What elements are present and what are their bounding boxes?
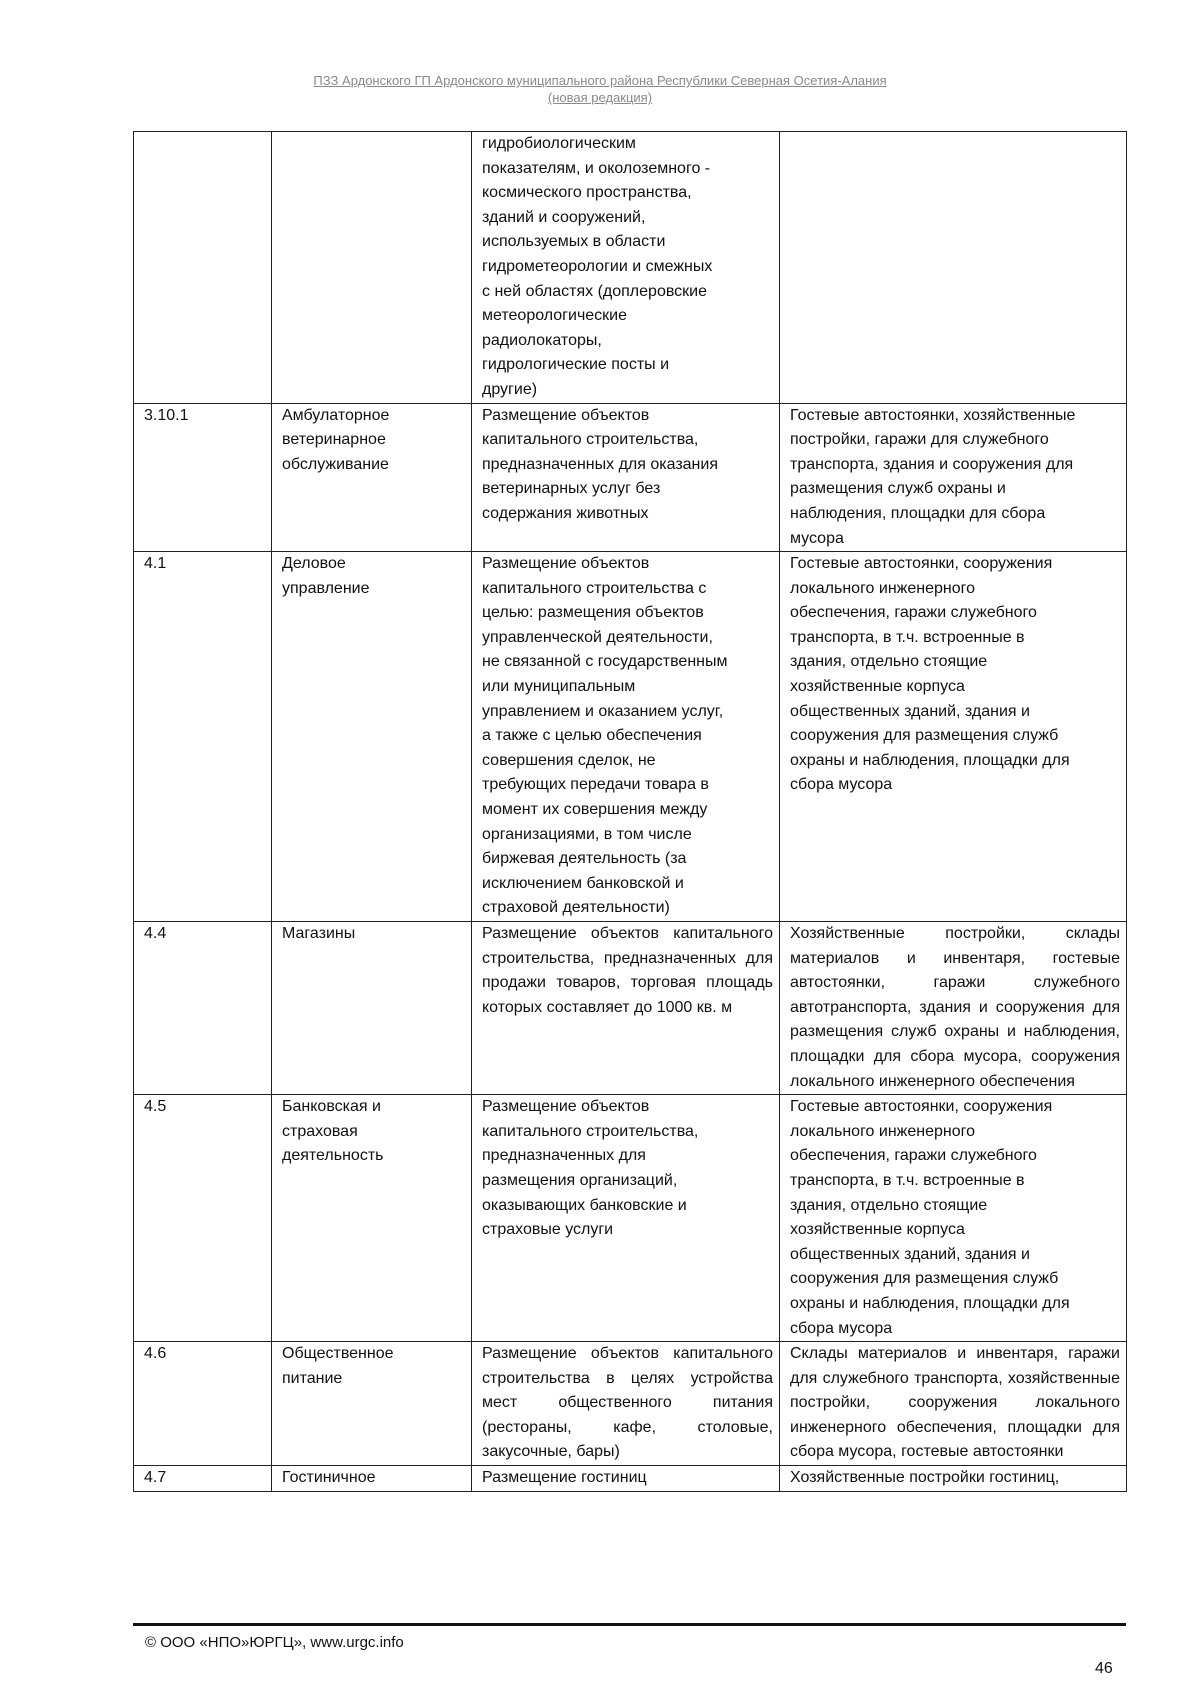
- cell-name: [272, 552, 472, 922]
- cell-name: [272, 1095, 472, 1342]
- table-row: [134, 552, 1127, 922]
- cell-auxiliary: [780, 922, 1127, 1095]
- cell-description: [472, 1466, 780, 1492]
- cell-auxiliary-text: Хозяйственные постройки гостиниц,: [790, 1469, 1060, 1487]
- cell-description-text: Размещение объектов капитального строительства, предназначенных для размещения организаций, оказывающих банковские и страховые услуги: [482, 1098, 699, 1239]
- cell-name: [272, 1466, 472, 1492]
- cell-auxiliary: [780, 1095, 1127, 1342]
- cell-name-text: Гостиничное: [282, 1469, 376, 1487]
- cell-description-text: Размещение объектов капитального строительства с целью: размещения объектов управленческой деятельности, не связанной с государственным или муниципальным управлением и оказанием услуг, а также с целью обеспечения совершения сделок, не требующих передачи товара в момент их совершения между организациями, в том числе биржевая деятельность (за исключением банковской и страховой деятельности): [482, 555, 728, 917]
- cell-description-text: Размещение гостиниц: [482, 1469, 647, 1487]
- cell-name: [272, 403, 472, 552]
- cell-auxiliary: [780, 1342, 1127, 1466]
- cell-code: [134, 922, 272, 1095]
- cell-code: [134, 1466, 272, 1492]
- cell-name: [272, 132, 472, 404]
- cell-name: [272, 1342, 472, 1466]
- page-number: 46: [1095, 1660, 1113, 1677]
- cell-auxiliary: [780, 1466, 1127, 1492]
- cell-name-text: Магазины: [282, 925, 356, 942]
- cell-name-text: Деловое управление: [282, 555, 370, 597]
- footer-copyright: © ООО «НПО»ЮРГЦ», www.urgc.info: [145, 1634, 404, 1651]
- cell-code-text: 4.1: [144, 555, 167, 573]
- cell-auxiliary: [780, 403, 1127, 552]
- cell-auxiliary-text: Хозяйственные постройки, склады материалов и инвентаря, гостевые автостоянки, гаражи служебного автотранспорта, здания и сооружения для размещения служб охраны и наблюдения, площадки для сбора мусора, сооружения локального инженерного обеспечения: [790, 925, 1120, 1090]
- cell-code-text: 4.4: [144, 925, 167, 942]
- cell-code-text: 4.5: [144, 1098, 167, 1116]
- cell-code: [134, 1342, 272, 1466]
- cell-code-text: 3.10.1: [144, 406, 189, 424]
- cell-description-text: гидробиологическим показателям, и околоземного - космического пространства, зданий и сооружений, используемых в области гидрометеорологии и смежных с ней областях (доплеровские метеорологические радиолокаторы, гидрологические посты и другие): [482, 135, 713, 398]
- table-row: [134, 1342, 1127, 1466]
- cell-description: [472, 1095, 780, 1342]
- cell-name-text: Банковская и страховая деятельность: [282, 1098, 384, 1165]
- cell-name-text: Общественное питание: [282, 1345, 394, 1387]
- cell-description-text: Размещение объектов капитального строительства, предназначенных для продажи товаров, торговая площадь которых составляет до 1000 кв. м: [482, 925, 773, 1016]
- table-row: [134, 922, 1127, 1095]
- cell-auxiliary-text: Склады материалов и инвентаря, гаражи для служебного транспорта, хозяйственные постройки, сооружения локального инженерного обеспечения, площадки для сбора мусора, гостевые автостоянки: [790, 1345, 1120, 1461]
- cell-name-text: Амбулаторное ветеринарное обслуживание: [282, 406, 390, 473]
- cell-description-text: Размещение объектов капитального строительства, предназначенных для оказания ветеринарных услуг без содержания животных: [482, 406, 718, 522]
- table-row: [134, 1095, 1127, 1342]
- cell-code: [134, 552, 272, 922]
- cell-description: [472, 552, 780, 922]
- cell-auxiliary: [780, 132, 1127, 404]
- cell-auxiliary-text: Гостевые автостоянки, сооружения локального инженерного обеспечения, гаражи служебного транспорта, в т.ч. встроенные в здания, отдельно стоящие хозяйственные корпуса общественных зданий, здания и сооружения для размещения служб охраны и наблюдения, площадки для сбора мусора: [790, 555, 1070, 794]
- cell-description: [472, 132, 780, 404]
- cell-code: [134, 132, 272, 404]
- table-row: [134, 403, 1127, 552]
- cell-description: [472, 1342, 780, 1466]
- cell-name: [272, 922, 472, 1095]
- cell-description: [472, 922, 780, 1095]
- cell-code: [134, 1095, 272, 1342]
- footer-divider: [133, 1623, 1126, 1626]
- cell-code-text: 4.7: [144, 1469, 167, 1487]
- land-use-table: [133, 131, 1127, 1492]
- cell-auxiliary: [780, 552, 1127, 922]
- cell-code: [134, 403, 272, 552]
- cell-description: [472, 403, 780, 552]
- page-header: [0, 72, 1200, 106]
- header-subtitle: (новая редакция): [547, 90, 653, 105]
- cell-code-text: 4.6: [144, 1345, 167, 1363]
- cell-description-text: Размещение объектов капитального строительства в целях устройства мест общественного питания (рестораны, кафе, столовые, закусочные, бары): [482, 1345, 773, 1461]
- table-row: [134, 1466, 1127, 1492]
- cell-auxiliary-text: Гостевые автостоянки, сооружения локального инженерного обеспечения, гаражи служебного транспорта, в т.ч. встроенные в здания, отдельно стоящие хозяйственные корпуса общественных зданий, здания и сооружения для размещения служб охраны и наблюдения, площадки для сбора мусора: [790, 1098, 1070, 1337]
- table-row: [134, 132, 1127, 404]
- cell-auxiliary-text: Гостевые автостоянки, хозяйственные постройки, гаражи для служебного транспорта, здания и сооружения для размещения служб охраны и наблюдения, площадки для сбора мусора: [790, 406, 1076, 547]
- header-title: ПЗЗ Ардонского ГП Ардонского муниципального района Республики Северная Осетия-Алания: [313, 73, 887, 88]
